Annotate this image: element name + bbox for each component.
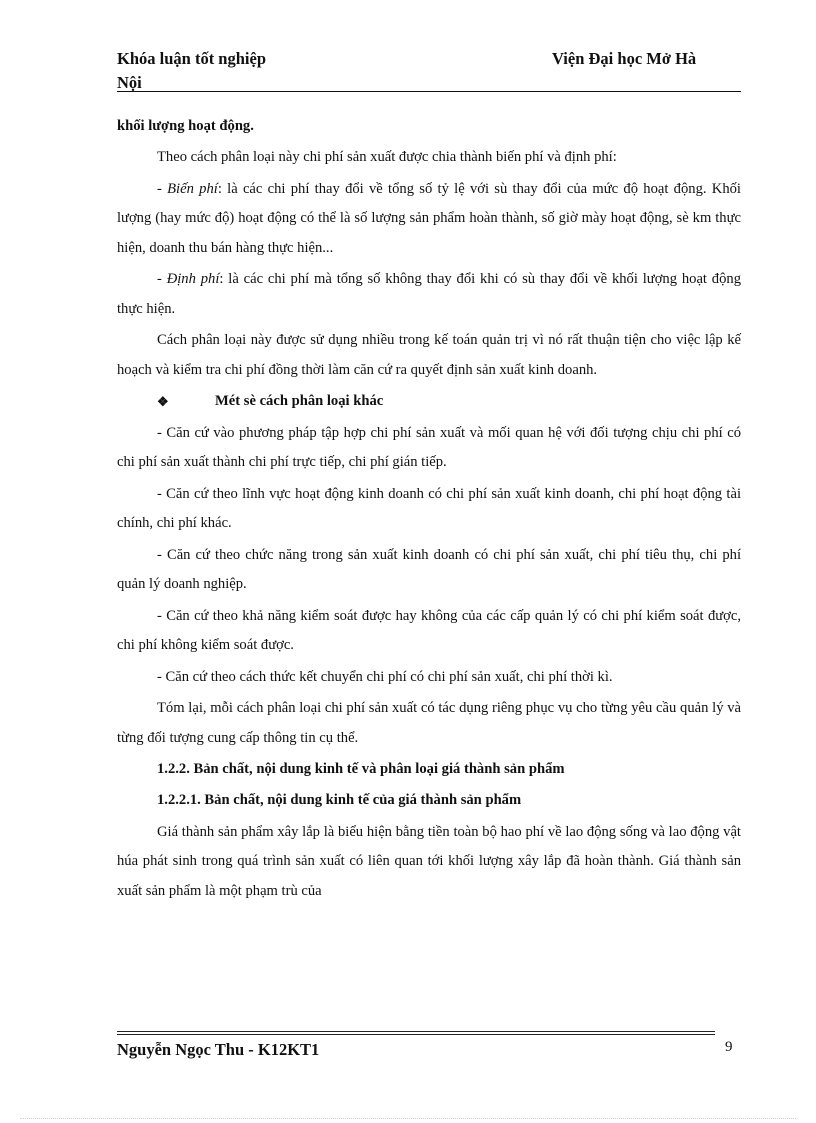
section-heading-1-2-2-1: 1.2.2.1. Bản chất, nội dung kinh tế của giá thành sản phẩm xyxy=(157,792,522,809)
paragraph-criterion-2: - Căn cứ theo lĩnh vực hoạt động kinh doanh có chi phí sản xuất kinh doanh, chi phí hoạt động tài chính, chi phí khác. xyxy=(117,485,741,532)
footer-author: Nguyễn Ngọc Thu - K12KT1 xyxy=(117,1040,320,1059)
header-right-title: Viện Đại học Mở Hà xyxy=(552,49,697,68)
paragraph-criterion-1: - Căn cứ vào phương pháp tập hợp chi phí sản xuất và mối quan hệ với đối tượng chịu chi phí có chi phí sản xuất thành chi phí trực tiếp, chi phí gián tiếp. xyxy=(117,424,741,471)
term-fixed-cost: Định phí xyxy=(166,271,220,288)
paragraph-product-cost: Giá thành sản phẩm xây lắp là biểu hiện bằng tiền toàn bộ hao phí về lao động sống và lao động vật húa phát sinh trong quá trình sản xuất có liên quan tới khối lượng xây lắp đã hoàn thành. Giá thành sản xuất sản phẩm là một phạm trù của xyxy=(117,823,741,899)
header-rule xyxy=(117,91,741,92)
paragraph-variable-cost xyxy=(117,175,741,264)
paragraph-fixed-cost xyxy=(117,265,741,324)
page-number: 9 xyxy=(725,1039,733,1055)
bullet-heading xyxy=(117,387,741,417)
term-variable-cost: Biến phí xyxy=(167,180,218,197)
paragraph-summary: Tóm lại, mỗi cách phân loại chi phí sản xuất có tác dụng riêng phục vụ cho từng yêu cầu quản lý và từng đối tượng cung cấp thông tin cụ thể. xyxy=(117,700,741,746)
lead-bold-line: khối lượng hoạt động. xyxy=(117,118,254,134)
header-left-continuation: Nội xyxy=(117,73,142,92)
paragraph-usage: Cách phân loại này được sử dụng nhiều trong kế toán quản trị vì nó rất thuận tiện cho việc lập kế hoạch và kiểm tra chi phí đồng thời làm căn cứ ra quyết định sản xuất kinh doanh. xyxy=(117,332,741,378)
header-left xyxy=(117,47,377,95)
p3-text: : là các chi phí mà tổng số không thay đổi khi có sù thay đổi về khối lượng hoạt động thực hiện. xyxy=(117,271,741,317)
footer-rule-top xyxy=(117,1031,715,1032)
p3-prefix: - xyxy=(157,271,167,288)
header-left-title: Khóa luận tốt nghiệp xyxy=(117,49,266,68)
paragraph-criterion-4: - Căn cứ theo khả năng kiểm soát được hay không của các cấp quản lý có chi phí kiểm soát được, chi phí không kiểm soát được. xyxy=(117,607,741,654)
paragraph-classification: Theo cách phân loại này chi phí sản xuất được chia thành biến phí và định phí: xyxy=(157,149,617,166)
p2-text: : là các chi phí thay đổi về tổng số tỷ lệ với sù thay đổi của mức độ hoạt động. Khối lượng (hay mức độ) hoạt động có thể là số lượng sản phẩm hoàn thành, số giờ mày hoạt động, sè km thực hiện, doanh thu bán hàng thực hiện... xyxy=(117,180,741,256)
section-heading-1-2-2: 1.2.2. Bản chất, nội dung kinh tế và phân loại giá thành sản phẩm xyxy=(157,761,565,778)
footer-rule-bottom xyxy=(117,1034,715,1035)
page-bottom-dotted-line xyxy=(20,1118,796,1119)
bullet-heading-text: Mét sè cách phân loại khác xyxy=(215,393,384,410)
body-text xyxy=(117,112,741,908)
p2-prefix: - xyxy=(157,180,168,197)
paragraph-criterion-5: - Căn cứ theo cách thức kết chuyển chi phí có chi phí sản xuất, chi phí thời kì. xyxy=(157,668,613,685)
diamond-bullet-icon: ❖ xyxy=(157,394,169,410)
paragraph-criterion-3: - Căn cứ theo chức năng trong sản xuất kinh doanh có chi phí sản xuất, chi phí tiêu thụ, chi phí quản lý doanh nghiệp. xyxy=(117,546,741,593)
